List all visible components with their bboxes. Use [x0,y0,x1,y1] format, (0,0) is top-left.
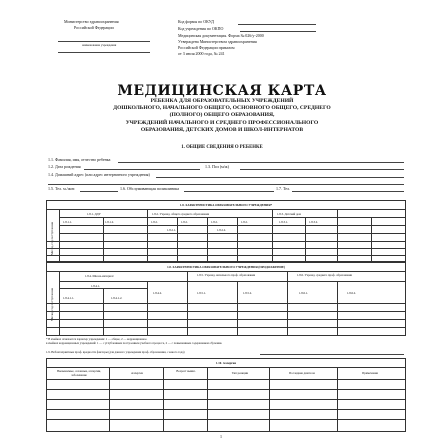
institution-underline [58,41,150,42]
footnote1: * В ячейках отмечается характер учреждения: 1 — общее, 2 — коррекционное. [46,337,148,341]
t1-sub3a: 1.8.3.1. [279,220,288,224]
t3-rule4 [47,399,405,400]
t3-col4: Тип реакции [231,371,249,375]
t2-sub1b: 1.8.4.2. [153,291,162,295]
t1-sub1a: 1.8.1.1. [63,220,72,224]
okpo-label: Код учреждения по ОКПО [178,26,224,31]
t1-v7 [237,217,238,261]
t1-rule2 [59,217,405,218]
field-tel-label: 1.7. Тел. [276,186,291,191]
t2-rule6 [47,319,405,320]
institution-label: наименование учреждения [82,43,117,47]
table2-col1: 1.8.4. Школа-интернат [85,274,114,278]
field-clinic-label: 1.6. Обслуживающая поликлиника [120,186,180,191]
t1-rule5 [47,241,405,242]
t2-sub1c: 1.8.4.1.1. [63,296,75,300]
field-address-line[interactable] [156,177,404,178]
field-name-line[interactable] [118,162,404,163]
t3-col1: Вызываемые, сезонные, аллергии, заболевание [57,369,101,377]
t3-rule2 [47,379,405,380]
doc-line1: Медицинская документация. Форма № 026/у-2000 [178,33,264,38]
t3-col2: Аллерген [130,371,144,375]
field-sex-label: 1.3. Пол (м/ж) [205,164,229,169]
t3-col5: Последние диагноза [289,371,315,375]
field-sex-line[interactable] [240,169,404,170]
subtitle-line2: ДОШКОЛЬНОГО, НАЧАЛЬНОГО ОБЩЕГО, ОСНОВНОГО ОБЩЕГО, СРЕДНЕГО [113,105,331,111]
t1-rule6 [47,248,405,249]
t2-sub2a: 1.8.5.1. [197,291,206,295]
okud-label: Код формы по ОКУД [178,19,214,24]
field-tel-line[interactable] [292,191,404,192]
t3-rule6 [47,419,405,420]
page-number: 1 [220,434,222,439]
subtitle-line5: ОБРАЗОВАНИЯ, ДЕТСКИХ ДОМОВ И ШКОЛ-ИНТЕРНАТОВ [140,127,304,133]
t1-rule4 [59,233,405,234]
okud-underline [238,24,316,25]
note-1-9-line[interactable] [260,354,404,355]
doc-line3: Российской Федерации приказом [178,45,235,50]
table2-side-label: Месяц, год поступления [50,288,54,321]
table1-side-label: Месяц, год поступления [50,222,54,255]
t1-sub2b: 1.8.2. [181,220,188,224]
ministry-line2: Российской Федерации [74,25,114,30]
field-phone-label: 1.5. Тел. м./жит. [48,186,76,191]
t1-sub2c: 1.8.2. [211,220,218,224]
field-address-line2[interactable] [48,184,404,185]
t2-sub2b: 1.8.5.2. [243,291,252,295]
t3-rule5 [47,409,405,410]
institution-table [46,200,406,262]
footnote2: в ячейках коррекционных учреждений: 1 — с углубленным построением учебного процесса, 2 — с повышенным содержанием обучения. [46,341,223,345]
t3-rule1 [47,367,405,368]
subtitle-line1: РЕБЕНКА ДЛЯ ОБРАЗОВАТЕЛЬНЫХ УЧРЕЖДЕНИЙ [150,98,294,104]
institution-table-cont [46,262,406,336]
table2-header: 1.8. ХАРАКТЕРИСТИКА ОБРАЗОВАТЕЛЬНОГО УЧРЕЖДЕНИЯ (ПРОДОЛЖЕНИЕ) [167,265,285,269]
t1-sub2a: 1.8.2. [151,220,158,224]
t1-v9 [371,217,372,261]
t1-sub1b: 1.8.1.2. [105,220,114,224]
t2-sub3a: 1.8.6.1. [299,291,308,295]
t1-rule1 [47,209,405,210]
doc-line2: Утверждена Министерством здравоохранения [178,39,257,44]
note-1-9: 1.9. Неблагоприятные проф. вредности факторы (для данного учреждения проф. образования, с какого года) [46,350,185,354]
t1-v8 [305,217,306,261]
table2-col3: 1.8.6. Учрежд. среднего проф. образования [297,273,352,277]
table3-header: 1.10. Аллергия [216,361,236,365]
subtitle-line4: УЧРЕЖДЕНИЙ НАЧАЛЬНОГО И СРЕДНЕГО ПРОФЕССИОНАЛЬНОГО [125,120,319,126]
section1-title: 1. ОБЩИЕ СВЕДЕНИЯ О РЕБЕНКЕ [181,145,263,150]
t2-sub3b: 1.8.6.2. [347,291,356,295]
t1-v6 [207,217,208,261]
t1-v5 [177,217,178,261]
t1-sub2f: 1.8.2.2. [217,228,226,232]
field-name-label: 1.1. Фамилия, имя, отчество ребенка [48,157,111,162]
field-birth-label: 1.2. Дата рождения [48,164,81,169]
field-clinic-line[interactable] [184,191,274,192]
t2-rule5 [47,311,405,312]
field-address-label: 1.4. Домашний адрес (или адрес интернатного учреждения) [48,172,150,177]
subtitle-line3: (ПОЛНОГО) ОБЩЕГО ОБРАЗОВАНИЯ, [169,112,275,118]
t2-rule4 [47,303,405,304]
t2-sub1d: 1.8.4.1.2. [111,296,123,300]
t1-v4 [103,217,104,261]
t1-sub3b: 1.8.3.2. [309,220,318,224]
t2-rule7 [47,327,405,328]
table1-col2: 1.8.2. Учрежд. общего среднего образования [152,212,209,216]
okpo-underline [240,31,316,32]
t1-sub2d: 1.8.2. [241,220,248,224]
t2-rule1 [47,271,405,272]
t1-rule7 [47,255,405,256]
table1-header: 1.8. ХАРАКТЕРИСТИКА ОБРАЗОВАТЕЛЬНОГО УЧРЕЖДЕНИЯ* [180,203,272,207]
page-title: МЕДИЦИНСКАЯ КАРТА [117,83,327,99]
t1-rule3 [59,225,405,226]
field-phone-line[interactable] [80,191,118,192]
table1-col3: 1.8.3. Детский дом [277,212,301,216]
t2-rule2 [59,281,405,282]
table1-col1: 1.8.1. ДДУ [87,212,101,216]
t3-col6: Примечания [362,371,378,375]
t3-rule3 [47,389,405,390]
doc-line4: от 3 июля 2000 года, № 241 [178,51,225,56]
t3-col3: Возраст выявл. [176,369,196,373]
institution-underline2 [58,52,150,53]
field-birth-line[interactable] [84,169,200,170]
t2-sub1a: 1.8.4.1. [91,284,100,288]
table2-col2: 1.8.5. Учрежд. начального проф. образования [197,273,255,277]
t1-sub2e: 1.8.2.1. [167,228,176,232]
ministry-line1: Министерство здравоохранения [64,19,119,24]
allergy-table [46,358,406,432]
